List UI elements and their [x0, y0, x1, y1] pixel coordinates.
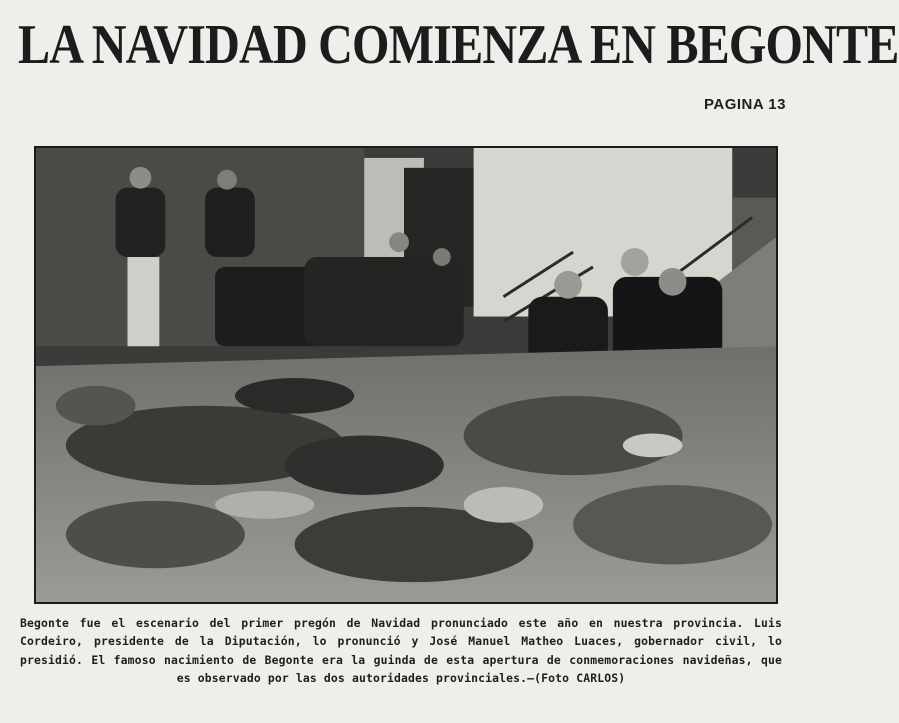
news-photo [34, 146, 778, 604]
page-number: PAGINA 13 [703, 96, 786, 113]
photo-caption: Begonte fue el escenario del primer pregón de Navidad pronunciado este año en nuestra provincia. Luis Cordeiro, presidente de la Diputación, lo pronunció y José Manuel Matheo Luaces, gobernador civil, lo presidió. El famoso nacimiento de Begonte era la guinda de esta apertura de conmemoraciones navideñas, que es observado por las dos autoridades provinciales.—(Foto CARLOS) [20, 616, 782, 686]
headline: LA NAVIDAD COMIENZA EN BEGONTE [18, 14, 899, 76]
